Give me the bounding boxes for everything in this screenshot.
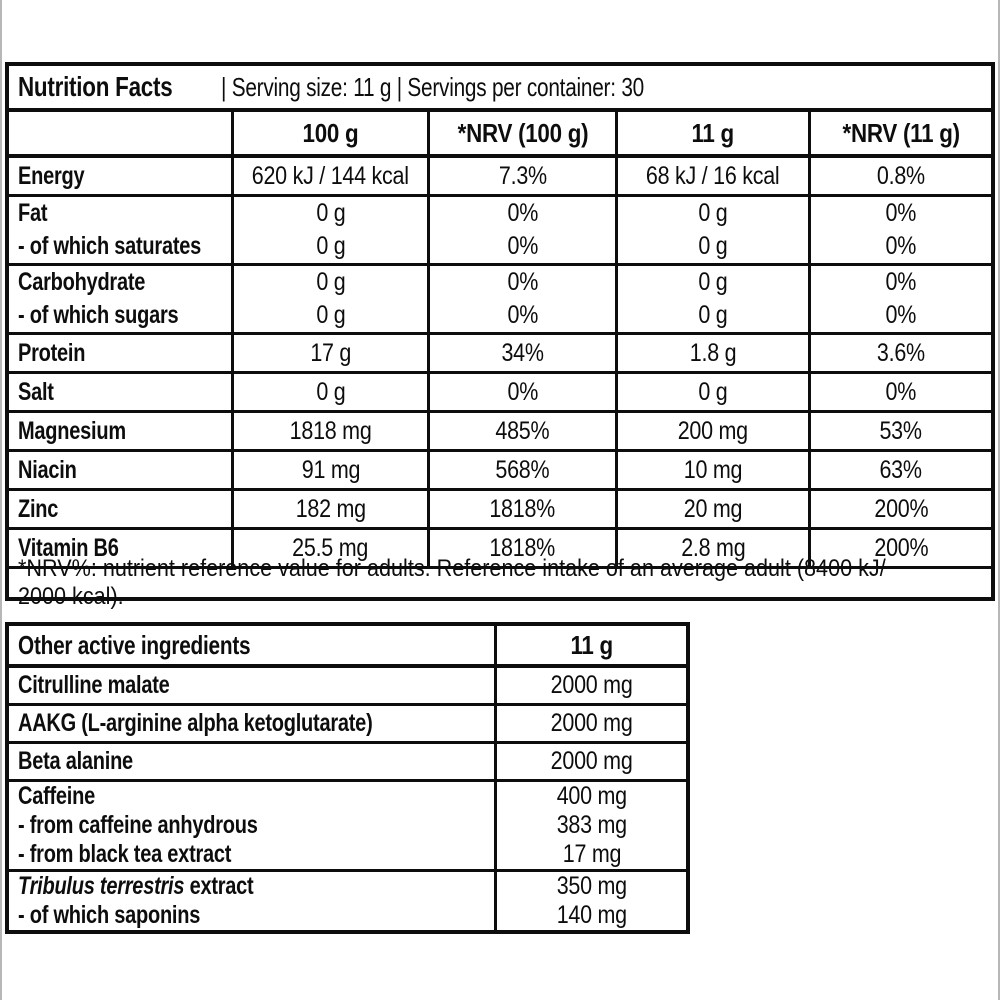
label-line — [18, 744, 494, 779]
row-value: 0.8% — [876, 161, 925, 190]
footnote-text: *NRV%: nutrient reference value for adults. Reference intake of an average adult (8400 kJ/ 2000 kcal). — [18, 555, 886, 610]
label-line — [18, 197, 231, 230]
column-header-nrv-100g: *NRV (100 g) — [430, 112, 618, 154]
row-label: Fat — [18, 199, 48, 227]
nutrient-name-cell — [9, 374, 234, 410]
value-line — [430, 230, 615, 263]
label-line — [18, 811, 494, 840]
row-value: 0 g — [315, 268, 346, 296]
nutrient-value-cell — [811, 374, 991, 410]
nutrient-value-cell — [618, 266, 811, 332]
image-edge-left — [0, 0, 2, 1000]
row-label: Energy — [18, 161, 85, 190]
nutrient-value-cell — [234, 413, 430, 449]
value-line — [618, 230, 808, 263]
ingredient-name-cell — [9, 706, 497, 741]
row-value: 200 mg — [677, 416, 749, 445]
value-line — [430, 158, 615, 194]
row-value: 0 g — [315, 199, 346, 227]
nutrient-value-cell — [234, 452, 430, 488]
value-line — [618, 374, 808, 410]
row-value: 0% — [507, 199, 538, 227]
row-value: 0% — [885, 232, 917, 260]
label-line — [18, 706, 494, 741]
label-line — [18, 158, 231, 194]
ingredient-name-cell — [9, 744, 497, 779]
row-value: 0 g — [698, 301, 728, 329]
row-value: 350 mg — [556, 872, 627, 900]
value-line — [811, 197, 991, 230]
row-value: 0 g — [698, 199, 728, 227]
column-header-nrv-11g: *NRV (11 g) — [842, 117, 960, 148]
row-value: 17 mg — [562, 840, 621, 868]
nutrient-value-cell — [430, 374, 618, 410]
value-line — [618, 158, 808, 194]
value-line — [811, 230, 991, 263]
row-value: 10 mg — [683, 455, 743, 484]
value-line — [497, 811, 686, 840]
row-value: 1818% — [489, 494, 556, 523]
row-value: 1818 mg — [289, 416, 372, 445]
label-line — [18, 335, 231, 371]
row-value: 63% — [879, 455, 923, 484]
nutrient-row — [9, 452, 991, 491]
nutrient-value-cell — [430, 158, 618, 194]
ingredient-amount-cell — [497, 668, 686, 703]
nutrient-name-cell — [9, 335, 234, 371]
ingredient-row — [9, 668, 686, 706]
row-value: 485% — [495, 416, 550, 445]
value-line — [497, 782, 686, 811]
nutrient-name-cell — [9, 452, 234, 488]
nutrition-table-body — [9, 158, 991, 569]
value-line — [618, 491, 808, 527]
value-line — [234, 266, 427, 299]
footnote-row — [9, 555, 991, 610]
ingredient-row — [9, 872, 686, 930]
ingredient-name-cell — [9, 668, 497, 703]
label-line — [18, 782, 494, 811]
row-label: Salt — [18, 377, 54, 406]
ingredients-header-row — [9, 626, 686, 668]
ingredients-header-amount: 11 g — [570, 629, 613, 660]
nutrient-row — [9, 197, 991, 266]
value-line — [811, 374, 991, 410]
nutrient-row — [9, 374, 991, 413]
value-line — [234, 299, 427, 332]
nutrient-value-cell — [430, 335, 618, 371]
row-value: 1.8 g — [689, 338, 737, 367]
row-label: Protein — [18, 338, 86, 367]
nutrient-row — [9, 266, 991, 335]
nutrition-facts-title-row — [9, 66, 991, 112]
row-value: 0 g — [315, 232, 346, 260]
value-line — [618, 452, 808, 488]
value-line — [497, 901, 686, 930]
row-label: Citrulline malate — [18, 671, 170, 699]
row-label: - from caffeine anhydrous — [18, 811, 258, 839]
ingredient-row — [9, 744, 686, 782]
value-line — [234, 230, 427, 263]
ingredient-amount-cell — [497, 782, 686, 869]
label-line — [18, 872, 494, 901]
row-label: - of which saponins — [18, 901, 201, 929]
row-value: 200% — [874, 494, 928, 523]
row-value: 0% — [885, 268, 917, 296]
value-line — [430, 197, 615, 230]
other-ingredients-table — [5, 622, 690, 934]
row-value: 2.8 mg — [680, 533, 746, 562]
label-line — [18, 230, 231, 263]
row-value: 25.5 mg — [292, 533, 369, 562]
nutrient-value-cell — [430, 266, 618, 332]
row-value: 0 g — [698, 268, 728, 296]
row-label: Caffeine — [18, 782, 95, 810]
row-value: 200% — [874, 533, 928, 562]
value-line — [430, 335, 615, 371]
value-line — [234, 335, 427, 371]
nutrient-value-cell — [618, 197, 811, 263]
label-line — [18, 452, 231, 488]
label-line — [18, 299, 231, 332]
label-line — [18, 901, 494, 930]
nutrient-value-cell — [811, 266, 991, 332]
table-title: Nutrition Facts — [18, 71, 173, 102]
value-line — [811, 335, 991, 371]
nutrient-value-cell — [811, 452, 991, 488]
label-line — [18, 491, 231, 527]
ingredient-name-cell — [9, 872, 497, 930]
nutrient-name-cell — [9, 158, 234, 194]
ingredient-name-cell — [9, 782, 497, 869]
row-value: 0% — [885, 301, 917, 329]
nutrient-value-cell — [618, 452, 811, 488]
label-line — [18, 413, 231, 449]
nutrient-value-cell — [618, 335, 811, 371]
row-label: AAKG (L-arginine alpha ketoglutarate) — [18, 709, 373, 737]
row-label: Zinc — [18, 494, 59, 523]
row-value: 17 g — [310, 338, 351, 367]
row-value: 91 mg — [301, 455, 360, 484]
value-line — [430, 491, 615, 527]
row-value: 7.3% — [498, 161, 547, 190]
row-value: 0% — [507, 377, 538, 406]
value-line — [618, 413, 808, 449]
nutrient-value-cell — [618, 158, 811, 194]
nutrient-value-cell — [234, 197, 430, 263]
nutrient-value-cell — [618, 374, 811, 410]
nutrient-value-cell — [234, 491, 430, 527]
nutrient-value-cell — [234, 374, 430, 410]
value-line — [811, 413, 991, 449]
ingredients-table-body — [9, 668, 686, 930]
value-line — [618, 335, 808, 371]
nutrient-value-cell — [430, 413, 618, 449]
row-value: 0 g — [698, 377, 728, 406]
column-header-11g: 11 g — [618, 112, 811, 154]
row-label: Niacin — [18, 455, 77, 484]
row-value: 568% — [495, 455, 550, 484]
row-value: 0% — [507, 232, 538, 260]
ingredient-row — [9, 706, 686, 744]
row-value: 0 g — [698, 232, 728, 260]
value-line — [618, 266, 808, 299]
value-line — [811, 452, 991, 488]
nutrient-value-cell — [811, 197, 991, 263]
row-label: - from black tea extract — [18, 840, 232, 868]
value-line — [234, 374, 427, 410]
value-line — [497, 872, 686, 901]
row-value: 0 g — [315, 301, 346, 329]
nutrient-name-cell — [9, 413, 234, 449]
value-line — [234, 452, 427, 488]
nutrient-value-cell — [234, 335, 430, 371]
nutrient-name-cell — [9, 197, 234, 263]
row-value: 3.6% — [876, 338, 925, 367]
value-line — [234, 413, 427, 449]
row-value: 68 kJ / 16 kcal — [646, 161, 780, 190]
nutrient-value-cell — [234, 158, 430, 194]
value-line — [234, 491, 427, 527]
row-value: 0 g — [315, 377, 346, 406]
column-header-row — [9, 112, 991, 158]
nutrient-value-cell — [234, 266, 430, 332]
column-header-empty — [9, 112, 234, 154]
value-line — [497, 840, 686, 869]
value-line — [430, 413, 615, 449]
nutrient-value-cell — [618, 491, 811, 527]
nutrient-value-cell — [430, 491, 618, 527]
row-label: Magnesium — [18, 416, 126, 445]
ingredient-amount-cell — [497, 744, 686, 779]
nutrient-name-cell — [9, 266, 234, 332]
row-value: 383 mg — [556, 811, 627, 839]
ingredients-header-label: Other active ingredients — [9, 626, 497, 664]
nutrient-value-cell — [811, 413, 991, 449]
value-line — [497, 744, 686, 779]
value-line — [811, 299, 991, 332]
nutrient-row — [9, 335, 991, 374]
nutrient-value-cell — [430, 452, 618, 488]
nutrient-row — [9, 413, 991, 452]
row-value: 400 mg — [556, 782, 627, 810]
value-line — [618, 299, 808, 332]
value-line — [497, 668, 686, 703]
row-label: Tribulus terrestris extract — [18, 872, 254, 900]
row-value: 182 mg — [295, 494, 366, 523]
row-value: 2000 mg — [550, 747, 633, 775]
value-line — [430, 452, 615, 488]
label-line — [18, 266, 231, 299]
row-label: - of which saturates — [18, 232, 202, 260]
value-line — [234, 158, 427, 194]
row-label: Beta alanine — [18, 747, 133, 775]
label-line — [18, 840, 494, 869]
value-line — [497, 706, 686, 741]
ingredient-amount-cell — [497, 872, 686, 930]
nutrient-value-cell — [430, 197, 618, 263]
nutrient-row — [9, 491, 991, 530]
value-line — [430, 266, 615, 299]
value-line — [618, 197, 808, 230]
label-line — [18, 374, 231, 410]
row-value: 620 kJ / 144 kcal — [252, 161, 409, 190]
value-line — [811, 266, 991, 299]
value-line — [811, 158, 991, 194]
row-value: 2000 mg — [550, 709, 633, 737]
row-value: 34% — [501, 338, 544, 367]
column-header-100g: 100 g — [234, 112, 430, 154]
nutrient-row — [9, 158, 991, 197]
row-label: Vitamin B6 — [18, 533, 119, 562]
serving-info: | Serving size: 11 g | Servings per container: 30 — [221, 71, 645, 102]
nutrient-value-cell — [811, 335, 991, 371]
row-value: 0% — [885, 377, 917, 406]
value-line — [234, 197, 427, 230]
row-value: 0% — [507, 268, 538, 296]
nutrient-value-cell — [618, 413, 811, 449]
row-value: 53% — [879, 416, 923, 445]
label-line — [18, 668, 494, 703]
value-line — [430, 374, 615, 410]
row-value: 2000 mg — [550, 671, 633, 699]
row-value: 1818% — [489, 533, 556, 562]
nutrient-name-cell — [9, 491, 234, 527]
row-label: - of which sugars — [18, 301, 179, 329]
nutrient-value-cell — [811, 158, 991, 194]
nutrient-value-cell — [811, 491, 991, 527]
row-value: 0% — [507, 301, 538, 329]
ingredient-amount-cell — [497, 706, 686, 741]
nutrition-facts-table — [5, 62, 995, 610]
ingredient-row — [9, 782, 686, 872]
row-label: Carbohydrate — [18, 268, 146, 296]
value-line — [430, 299, 615, 332]
row-value: 140 mg — [556, 901, 627, 929]
value-line — [811, 491, 991, 527]
row-value: 0% — [885, 199, 917, 227]
row-value: 20 mg — [683, 494, 743, 523]
